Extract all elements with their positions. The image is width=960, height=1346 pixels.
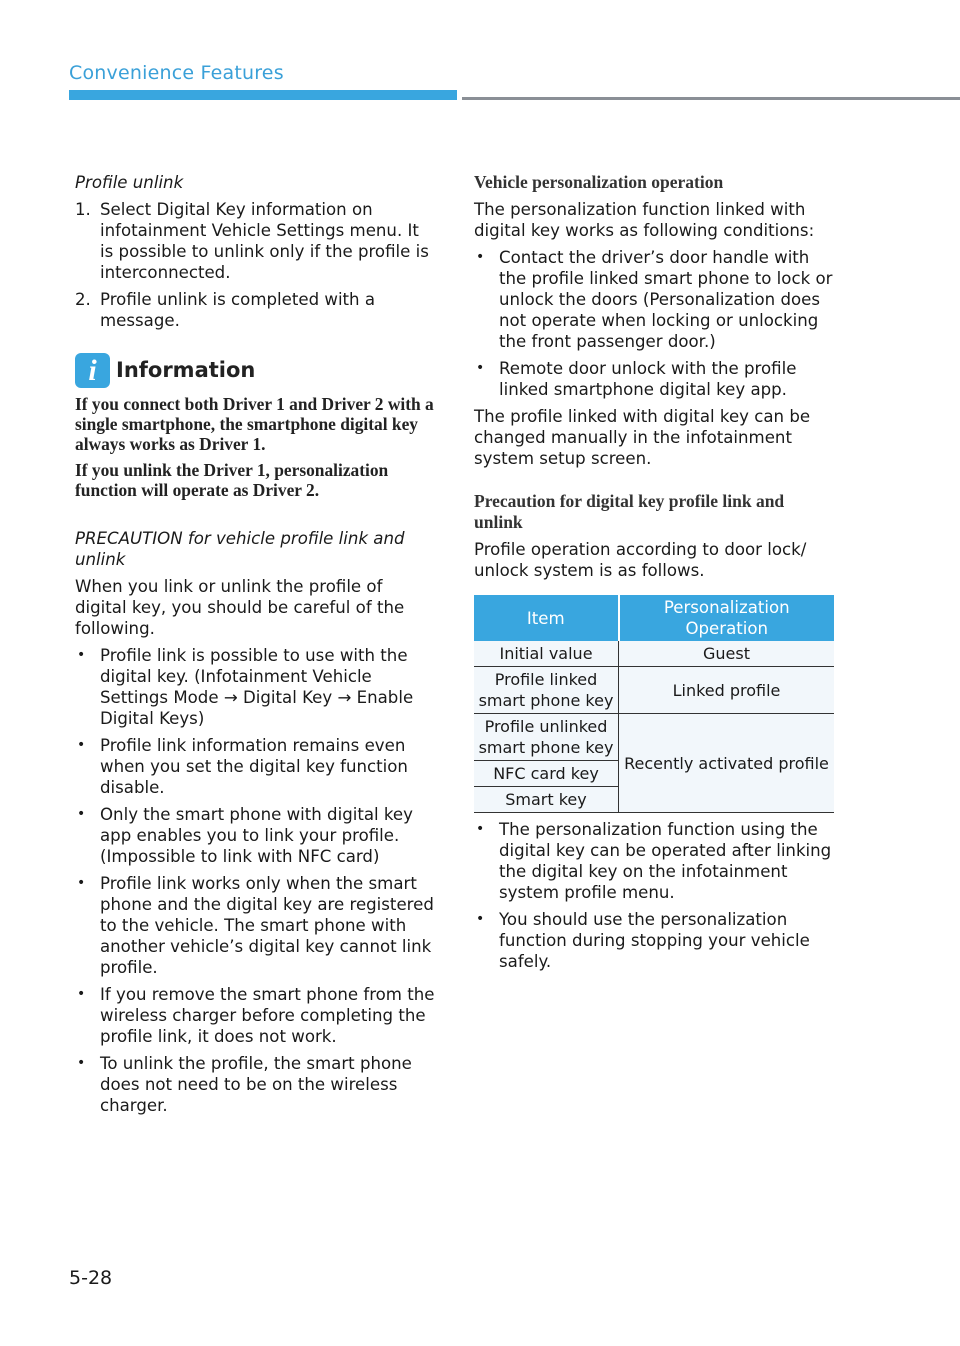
bullet-text: Profile link information remains even when you set the digital key function disable. <box>100 736 408 797</box>
bullet-icon: • <box>476 360 485 376</box>
bullet-text: Only the smart phone with digital key app enables you to link your profile. (Impossible to link with NFC card) <box>100 805 413 866</box>
bullet-text: If you remove the smart phone from the wireless charger before completing the profile link, it does not work. <box>100 985 435 1046</box>
list-item <box>75 804 437 867</box>
table-cell-item: Profile linked smart phone key <box>474 667 619 714</box>
info-icon: i <box>75 353 110 388</box>
step-text: Profile unlink is completed with a message. <box>100 290 376 330</box>
table-header-item: Item <box>474 595 619 641</box>
table-row <box>474 667 834 714</box>
unlink-steps <box>75 199 437 331</box>
bullet-text: Profile link works only when the smart phone and the digital key are registered to the vehicle. The smart phone with another vehicle’s digital key cannot link profile. <box>100 874 434 977</box>
list-item <box>474 819 836 903</box>
bullet-icon: • <box>77 875 86 891</box>
table-cell-item: Initial value <box>474 641 619 667</box>
bullet-icon: • <box>77 647 86 663</box>
list-item <box>75 873 437 978</box>
precaution-bullets <box>75 645 437 1116</box>
header-rule-blue <box>69 90 457 100</box>
step-number: 1. <box>75 200 91 219</box>
precaution-profile-heading: Precaution for digital key profile link and unlink <box>474 491 785 532</box>
vehicle-personalization-heading: Vehicle personalization operation <box>474 172 724 192</box>
table-header-row <box>474 595 834 641</box>
personalization-table <box>474 595 834 813</box>
bullet-text: The personalization function using the digital key can be operated after linking the digital key on the infotainment system profile menu. <box>499 820 832 902</box>
list-item <box>474 358 836 400</box>
vehicle-personalization-intro: The personalization function linked with digital key works as following conditions: <box>474 200 815 240</box>
table-row <box>474 641 834 667</box>
bullet-icon: • <box>476 821 485 837</box>
step-text: Select Digital Key information on infotainment Vehicle Settings menu. It is possible to unlink only if the profile is interconnected. <box>100 200 429 282</box>
personalization-notes <box>474 819 836 972</box>
step-number: 2. <box>75 290 91 309</box>
information-text: If you connect both Driver 1 and Driver 2 with a single smartphone, the smartphone digital key always works as Driver 1. <box>75 394 434 454</box>
table-cell-item: Profile unlinked smart phone key <box>474 714 619 761</box>
section-title: Convenience Features <box>69 62 284 84</box>
header-rule-grey <box>462 97 960 100</box>
table-cell-item: NFC card key <box>474 761 619 787</box>
bullet-icon: • <box>476 911 485 927</box>
precaution-heading: PRECAUTION for vehicle profile link and unlink <box>75 529 405 569</box>
list-item <box>474 247 836 352</box>
table-header-operation: Personalization Operation <box>619 595 835 641</box>
list-item <box>75 984 437 1047</box>
list-item <box>75 289 437 331</box>
table-cell-operation: Recently activated profile <box>619 714 835 813</box>
table-cell-operation: Linked profile <box>619 667 835 714</box>
precaution-intro: When you link or unlink the profile of digital key, you should be careful of the following. <box>75 577 405 638</box>
list-item <box>75 645 437 729</box>
information-title: Information <box>116 358 256 382</box>
bullet-text: Contact the driver’s door handle with the profile linked smart phone to lock or unlock the doors (Personalization does not operate when locking or unlocking the front passenger door.) <box>499 248 833 351</box>
bullet-text: Profile link is possible to use with the digital key. (Infotainment Vehicle Settings Mode → Digital Key → Enable Digital Keys) <box>100 646 414 728</box>
table-cell-item: Smart key <box>474 787 619 813</box>
vehicle-personalization-note: The profile linked with digital key can be changed manually in the infotainment system setup screen. <box>474 407 811 468</box>
bullet-text: Remote door unlock with the profile linked smartphone digital key app. <box>499 359 797 399</box>
bullet-icon: • <box>77 737 86 753</box>
vehicle-personalization-bullets <box>474 247 836 400</box>
list-item <box>75 199 437 283</box>
precaution-profile-intro: Profile operation according to door lock/ unlock system is as follows. <box>474 540 807 580</box>
bullet-text: To unlink the profile, the smart phone does not need to be on the wireless charger. <box>100 1054 412 1115</box>
left-column <box>75 172 437 1122</box>
right-column <box>474 172 836 978</box>
bullet-icon: • <box>476 249 485 265</box>
table-row <box>474 714 834 761</box>
bullet-text: You should use the personalization function during stopping your vehicle safely. <box>499 910 810 971</box>
list-item <box>75 1053 437 1116</box>
table-cell-operation: Guest <box>619 641 835 667</box>
profile-unlink-heading: Profile unlink <box>75 173 184 192</box>
information-box <box>75 353 437 500</box>
page-number: 5-28 <box>69 1267 113 1289</box>
bullet-icon: • <box>77 986 86 1002</box>
information-header <box>75 353 437 388</box>
information-text: If you unlink the Driver 1, personalization function will operate as Driver 2. <box>75 460 389 500</box>
bullet-icon: • <box>77 1055 86 1071</box>
list-item <box>75 735 437 798</box>
list-item <box>474 909 836 972</box>
bullet-icon: • <box>77 806 86 822</box>
